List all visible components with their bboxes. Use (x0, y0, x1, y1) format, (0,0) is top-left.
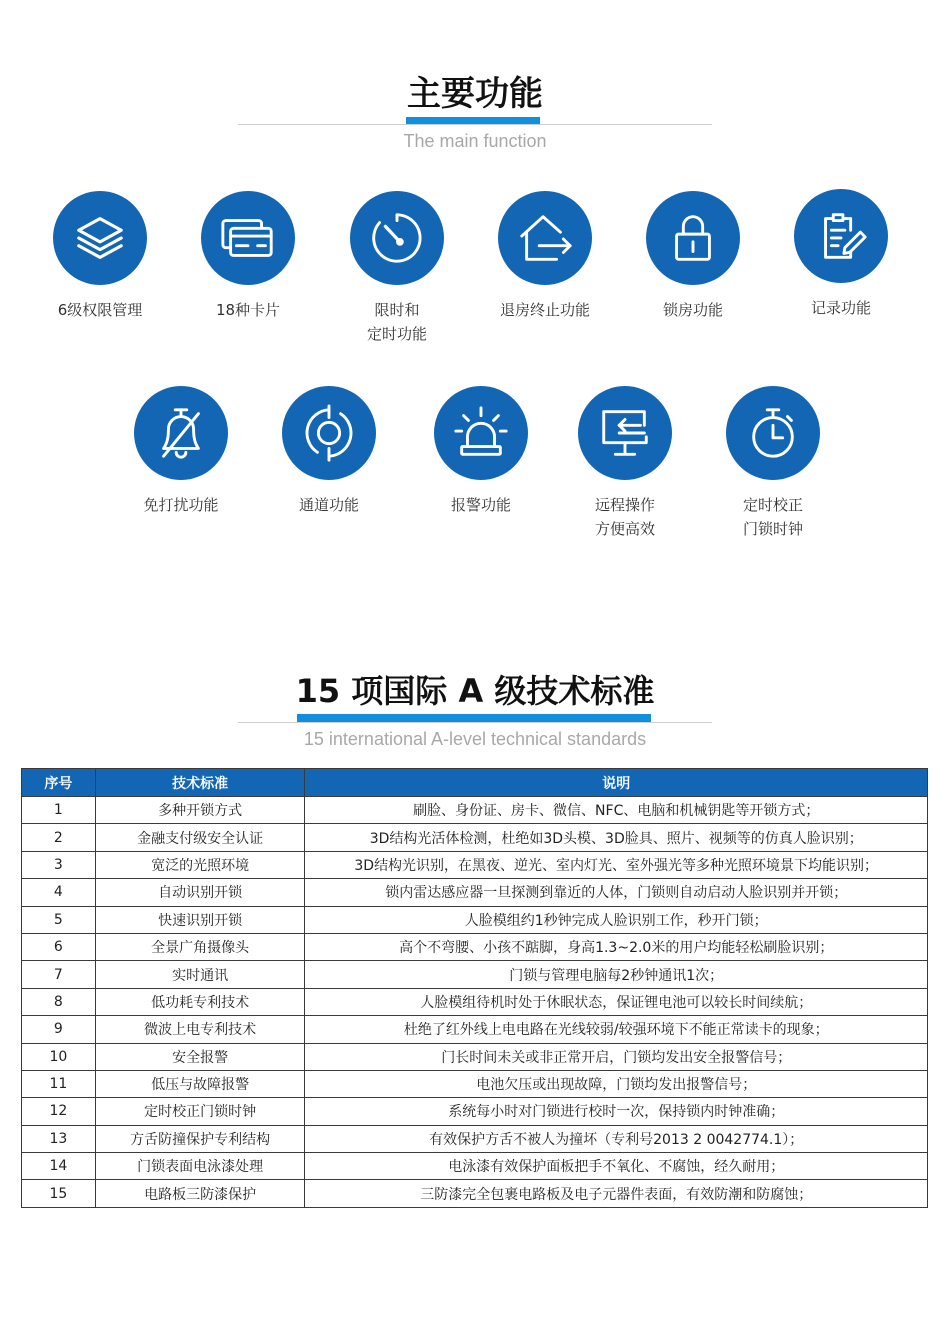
cell-description: 锁内雷达感应器一旦探测到靠近的人体，门锁则自动启动人脸识别并开锁； (305, 879, 928, 906)
cell-index: 12 (22, 1098, 96, 1125)
table-row (22, 1125, 928, 1152)
standards-table (21, 768, 928, 1208)
cell-index: 7 (22, 961, 96, 988)
cell-description: 电泳漆有效保护面板把手不氧化、不腐蚀，经久耐用； (305, 1153, 928, 1180)
table-row (22, 1070, 928, 1097)
feature-label: 锁房功能 (662, 301, 723, 319)
cell-standard: 门锁表面电泳漆处理 (95, 1153, 305, 1180)
title-divider (238, 124, 712, 125)
cell-description: 3D结构光识别，在黑夜、逆光、室内灯光、室外强光等多种光照环境景下均能识别； (305, 851, 928, 878)
cell-index: 1 (22, 797, 96, 824)
table-row (22, 1180, 928, 1207)
feature-permission-levels (25, 191, 175, 322)
table-row (22, 1098, 928, 1125)
cell-description: 三防漆完全包裹电路板及电子元器件表面，有效防潮和防腐蚀； (305, 1180, 928, 1207)
cell-index: 5 (22, 906, 96, 933)
table-row (22, 933, 928, 960)
cell-standard: 方舌防撞保护专利结构 (95, 1125, 305, 1152)
cell-index: 14 (22, 1153, 96, 1180)
stopwatch-icon (726, 386, 820, 480)
title-divider (238, 722, 712, 723)
feature-label: 18种卡片 (215, 301, 281, 319)
cell-standard: 多种开锁方式 (95, 797, 305, 824)
cell-standard: 低功耗专利技术 (95, 988, 305, 1015)
feature-label: 6级权限管理 (57, 301, 143, 319)
section-title-standards: 15 项国际 A 级技术标准 (295, 672, 655, 710)
cell-description: 系统每小时对门锁进行校时一次，保持锁内时钟准确； (305, 1098, 928, 1125)
feature-label: 限时和 定时功能 (366, 301, 427, 343)
remote-monitor-icon (578, 386, 672, 480)
feature-remote-operation (550, 386, 700, 541)
section-subtitle-standards: 15 international A-level technical standards (303, 729, 647, 749)
cell-index: 11 (22, 1070, 96, 1097)
cell-description: 3D结构光活体检测，杜绝如3D头模、3D脸具、照片、视频等的仿真人脸识别； (305, 824, 928, 851)
table-row (22, 824, 928, 851)
feature-alarm (406, 386, 556, 517)
feature-label: 记录功能 (810, 299, 871, 317)
feature-card-types (173, 191, 323, 322)
header-description: 说明 (305, 769, 928, 797)
feature-passage (254, 386, 404, 517)
table-body (22, 797, 928, 1208)
title-accent-bar (297, 714, 651, 722)
feature-label: 退房终止功能 (499, 301, 590, 319)
cell-description: 有效保护方舌不被人为撞坏（专利号2013 2 0042774.1）； (305, 1125, 928, 1152)
table-row (22, 988, 928, 1015)
section-title-main-function: 主要功能 (407, 74, 543, 114)
feature-label: 远程操作 方便高效 (594, 496, 655, 538)
cell-description: 门锁与管理电脑每2秒钟通讯1次； (305, 961, 928, 988)
table-row (22, 1043, 928, 1070)
feature-time-limit (322, 191, 472, 346)
cell-standard: 微波上电专利技术 (95, 1016, 305, 1043)
feature-clock-sync (698, 386, 848, 541)
table-row (22, 851, 928, 878)
layers-icon (53, 191, 147, 285)
feature-records (766, 189, 916, 320)
title-accent-bar (406, 117, 540, 124)
cell-index: 4 (22, 879, 96, 906)
passage-icon (282, 386, 376, 480)
cell-standard: 定时校正门锁时钟 (95, 1098, 305, 1125)
cell-standard: 安全报警 (95, 1043, 305, 1070)
cell-description: 高个不弯腰、小孩不踮脚，身高1.3~2.0米的用户均能轻松刷脸识别； (305, 933, 928, 960)
cell-description: 门长时间未关或非正常开启，门锁均发出安全报警信号； (305, 1043, 928, 1070)
alarm-light-icon (434, 386, 528, 480)
feature-label: 报警功能 (450, 496, 511, 514)
table-row (22, 1016, 928, 1043)
timer-dial-icon (350, 191, 444, 285)
cell-description: 人脸模组待机时处于休眠状态，保证锂电池可以较长时间续航； (305, 988, 928, 1015)
cell-index: 3 (22, 851, 96, 878)
cell-standard: 全景广角摄像头 (95, 933, 305, 960)
header-index: 序号 (22, 769, 96, 797)
cell-description: 刷脸、身份证、房卡、微信、NFC、电脑和机械钥匙等开锁方式； (305, 797, 928, 824)
feature-label: 定时校正 门锁时钟 (742, 496, 803, 538)
feature-checkout-stop (470, 191, 620, 322)
cell-standard: 宽泛的光照环境 (95, 851, 305, 878)
table-row (22, 797, 928, 824)
feature-room-lock (618, 191, 768, 322)
cell-index: 8 (22, 988, 96, 1015)
feature-do-not-disturb (106, 386, 256, 517)
table-row (22, 1153, 928, 1180)
cell-index: 10 (22, 1043, 96, 1070)
cell-index: 9 (22, 1016, 96, 1043)
cell-standard: 快速识别开锁 (95, 906, 305, 933)
feature-label: 通道功能 (298, 496, 359, 514)
cell-standard: 实时通讯 (95, 961, 305, 988)
section-subtitle-main-function: The main function (403, 131, 547, 151)
record-edit-icon (794, 189, 888, 283)
feature-label: 免打扰功能 (143, 496, 219, 514)
header-standard: 技术标准 (95, 769, 305, 797)
cell-standard: 自动识别开锁 (95, 879, 305, 906)
cell-index: 13 (22, 1125, 96, 1152)
table-header-row (22, 769, 928, 797)
cell-standard: 电路板三防漆保护 (95, 1180, 305, 1207)
cell-description: 电池欠压或出现故障，门锁均发出报警信号； (305, 1070, 928, 1097)
table-row (22, 961, 928, 988)
cell-index: 15 (22, 1180, 96, 1207)
cell-index: 6 (22, 933, 96, 960)
cell-standard: 低压与故障报警 (95, 1070, 305, 1097)
cell-description: 人脸模组约1秒钟完成人脸识别工作，秒开门锁； (305, 906, 928, 933)
cell-description: 杜绝了红外线上电电路在光线较弱/较强环境下不能正常读卡的现象； (305, 1016, 928, 1043)
bell-off-icon (134, 386, 228, 480)
table-row (22, 879, 928, 906)
cards-icon (201, 191, 295, 285)
padlock-icon (646, 191, 740, 285)
cell-standard: 金融支付级安全认证 (95, 824, 305, 851)
cell-index: 2 (22, 824, 96, 851)
table-row (22, 906, 928, 933)
checkout-house-icon (498, 191, 592, 285)
